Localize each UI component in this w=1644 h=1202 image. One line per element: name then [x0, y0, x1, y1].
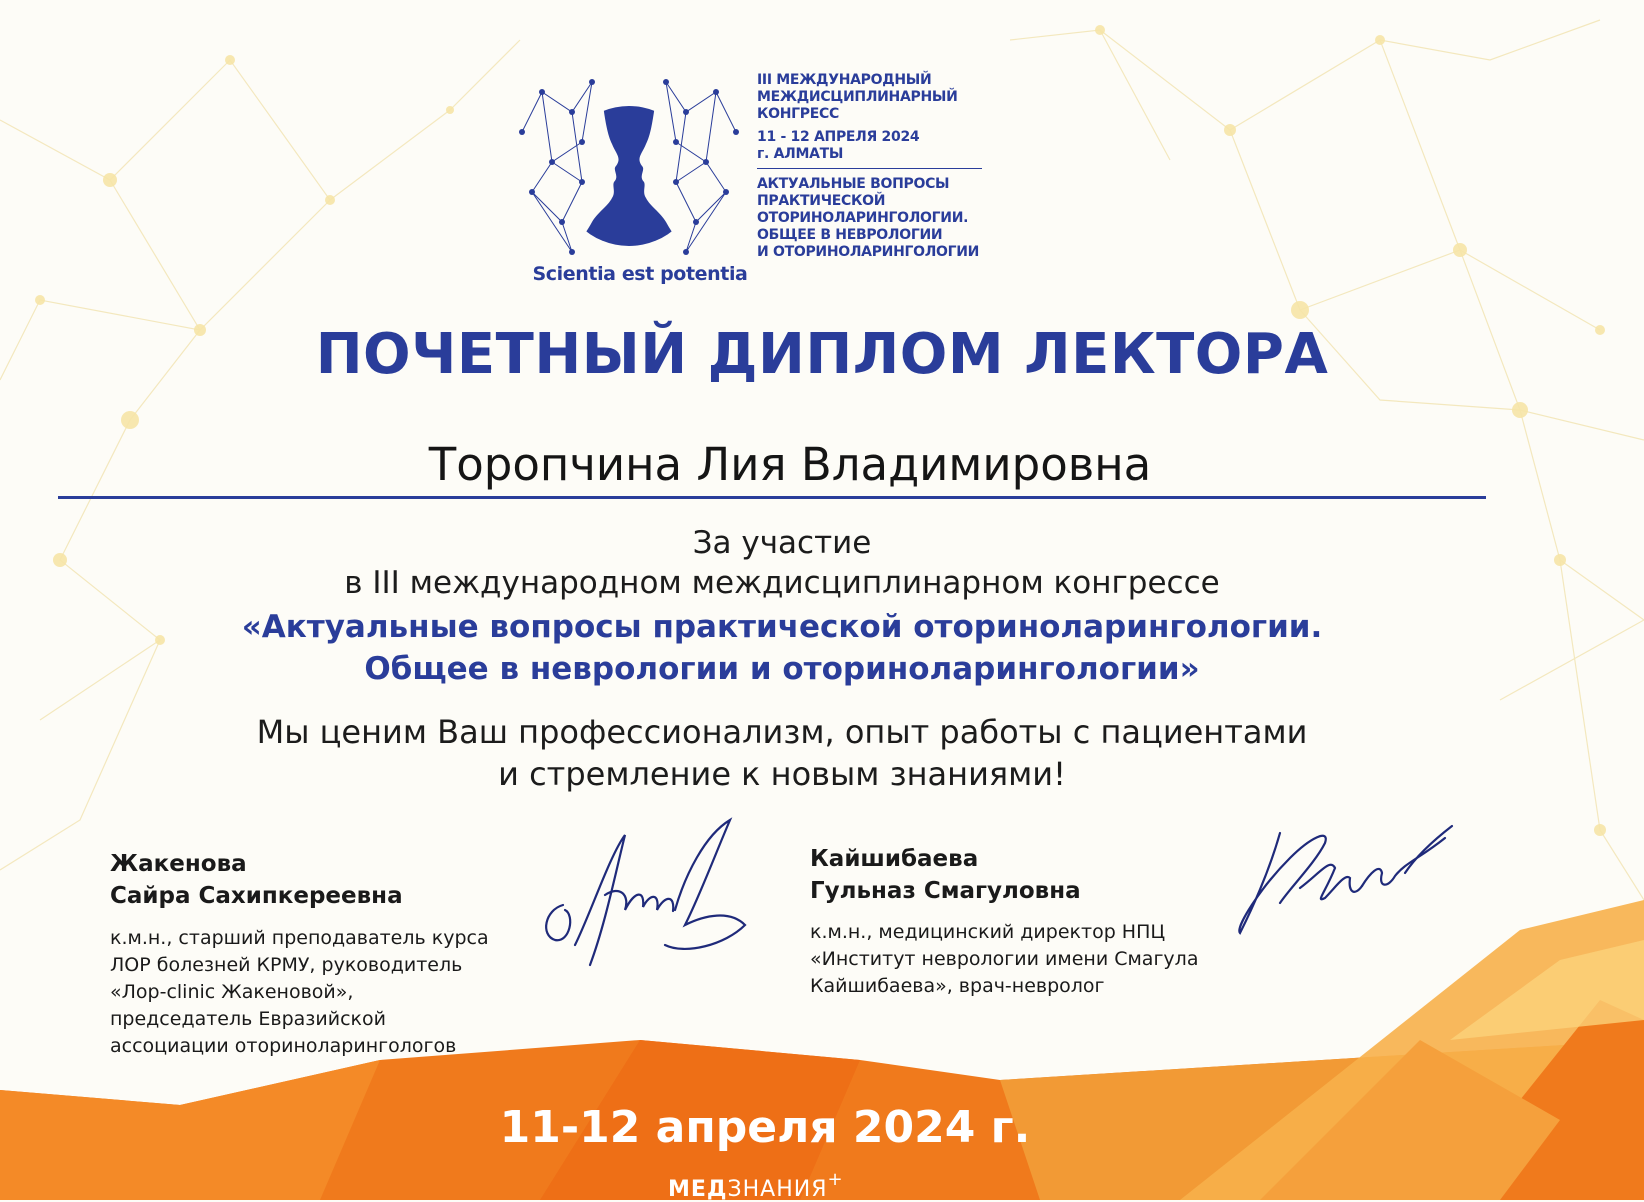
logo-topic-line-3: ОТОРИНОЛАРИНГОЛОГИИ.	[757, 210, 969, 226]
signatory-1-name	[110, 848, 403, 912]
logo-date-line-2: г. АЛМАТЫ	[757, 146, 844, 162]
congress-topic-line-1: «Актуальные вопросы практической оториноларингологии.	[241, 609, 1323, 645]
signatory-1-desc-line: председатель Евразийской	[110, 1008, 386, 1030]
logo-topic-line-4: ОБЩЕЕ В НЕВРОЛОГИИ	[757, 227, 943, 243]
signature-1	[535, 815, 765, 985]
signatory-2-surname: Кайшибаева	[810, 846, 979, 872]
footer-date: 11-12 апреля 2024 г.	[499, 1102, 1031, 1153]
logo-topic-line-1: АКТУАЛЬНЫЕ ВОПРОСЫ	[757, 176, 950, 192]
brand-rest-part: ЗНАНИЯ	[727, 1177, 828, 1202]
signatory-2-description	[810, 919, 1250, 1000]
logo-topic-line-5: И ОТОРИНОЛАРИНГОЛОГИИ	[757, 244, 980, 260]
signatory-1-surname: Жакенова	[110, 851, 247, 877]
recipient-underline	[58, 496, 1486, 499]
body-line-2: в III международном междисциплинарном конгрессе	[344, 565, 1220, 601]
signatory-1-desc-line: «Лор-clinic Жакеновой»,	[110, 981, 354, 1003]
signatory-2-given-names: Гульназ Смагуловна	[810, 878, 1081, 904]
logo-congress-line-3: КОНГРЕСС	[757, 106, 839, 122]
signatory-2-desc-line: Кайшибаева», врач-невролог	[810, 975, 1105, 997]
brand-bold-part: МЕД	[668, 1177, 728, 1202]
signatory-2-name	[810, 843, 1081, 907]
signatory-1-description	[110, 925, 530, 1060]
logo-congress-line-2: МЕЖДИСЦИПЛИНАРНЫЙ	[757, 89, 958, 105]
logo-motto: Scientia est potentia	[532, 263, 748, 285]
logo-topic-line-2: ПРАКТИЧЕСКОЙ	[757, 193, 886, 209]
signatory-2-desc-line: к.м.н., медицинский директор НПЦ	[810, 921, 1166, 943]
logo-divider	[757, 168, 982, 169]
logo-date-line-1: 11 - 12 АПРЕЛЯ 2024	[757, 129, 920, 145]
congress-topic-line-2: Общее в неврологии и оториноларингологии»	[364, 651, 1200, 687]
congress-logo-emblem	[512, 72, 742, 268]
signature-2	[1230, 818, 1460, 948]
signatory-2-desc-line: «Институт неврологии имени Смагула	[810, 948, 1199, 970]
diploma-title: ПОЧЕТНЫЙ ДИПЛОМ ЛЕКТОРА	[315, 322, 1329, 387]
appreciation-line-2: и стремление к новым знаниями!	[498, 755, 1066, 793]
recipient-name: Торопчина Лия Владимировна	[428, 438, 1152, 491]
logo-congress-line-1: III МЕЖДУНАРОДНЫЙ	[757, 72, 932, 88]
appreciation-line-1: Мы ценим Ваш профессионализм, опыт работы с пациентами	[256, 713, 1308, 751]
signatory-1-desc-line: ЛОР болезней КРМУ, руководитель	[110, 954, 463, 976]
signatory-1-desc-line: к.м.н., старший преподаватель курса	[110, 927, 489, 949]
medznaniya-logo	[668, 1169, 844, 1202]
signatory-1-desc-line: ассоциации оториноларингологов	[110, 1035, 457, 1057]
body-line-1: За участие	[692, 525, 872, 561]
logo-text-block	[757, 72, 1007, 261]
brand-plus-mark: +	[827, 1169, 844, 1190]
signatory-1-given-names: Сайра Сахипкереевна	[110, 883, 403, 909]
